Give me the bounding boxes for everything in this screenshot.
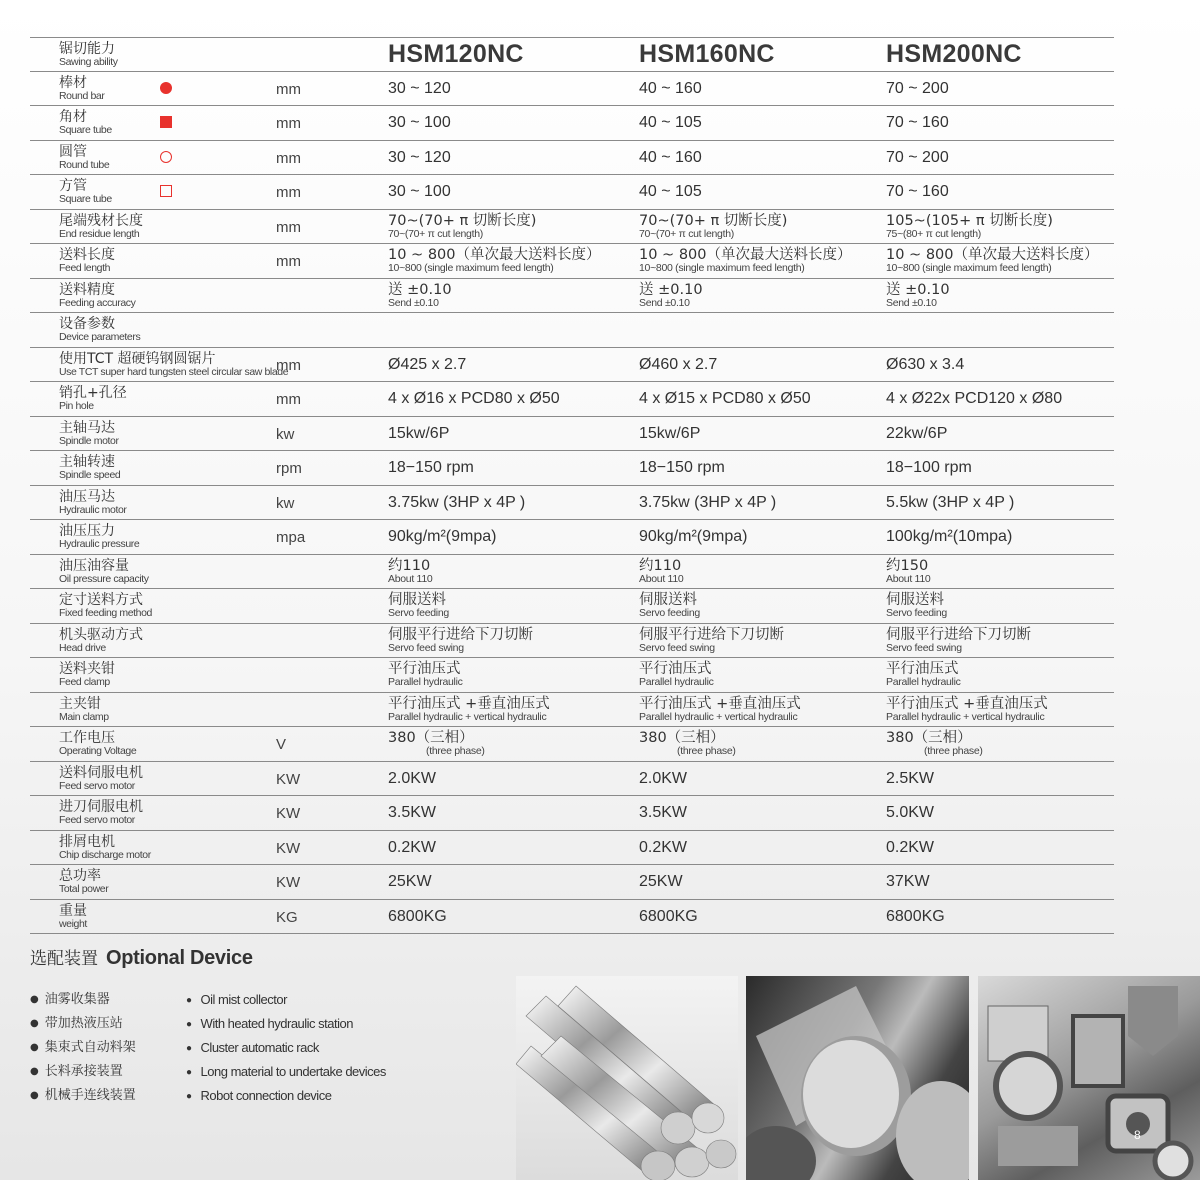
spec-value: Ø460 x 2.7 xyxy=(639,356,718,373)
spec-row xyxy=(30,589,1114,624)
row-label-zh: 使用TCT 超硬钨钢圆锯片 xyxy=(59,351,216,367)
row-label-zh: 送料长度 xyxy=(59,247,115,263)
spec-value xyxy=(886,693,1048,726)
row-label-zh: 主轴马达 xyxy=(59,420,115,436)
spec-value: 40 ~ 160 xyxy=(639,80,702,97)
row-label-zh: 送料伺服电机 xyxy=(59,765,143,781)
optional-title-en: Optional Device xyxy=(106,947,253,969)
spec-row xyxy=(30,244,1114,279)
spec-value xyxy=(639,624,784,657)
spec-value: 70 ~ 160 xyxy=(886,183,949,200)
row-label-en: Use TCT super hard tungsten steel circular saw blade xyxy=(59,366,289,378)
spec-value-sub: (three phase) xyxy=(924,745,983,757)
cut-cylinders-photo xyxy=(746,976,969,1180)
row-label xyxy=(59,109,112,136)
row-label-zh: 工作电压 xyxy=(59,730,115,746)
row-label-zh: 主轴转速 xyxy=(59,454,115,470)
model-name: HSM200NC xyxy=(886,40,1022,68)
optional-item: ● Long material to undertake devices xyxy=(186,1060,386,1084)
square-outline-icon xyxy=(160,185,172,197)
spec-row xyxy=(30,279,1114,313)
row-unit: mm xyxy=(276,115,301,132)
spec-value: 30 ~ 100 xyxy=(388,183,451,200)
spec-value-main: 70~(70+ π 切断长度) xyxy=(388,213,537,229)
spec-row xyxy=(30,693,1114,727)
optional-item: ● 油雾收集器 xyxy=(30,988,136,1012)
spec-value xyxy=(639,555,683,588)
row-label-en: Spindle motor xyxy=(59,435,119,447)
spec-value xyxy=(388,244,601,278)
spec-value-sub: About 110 xyxy=(886,573,931,585)
spec-value xyxy=(886,279,950,312)
row-label xyxy=(59,868,108,895)
spec-value: 37KW xyxy=(886,873,930,890)
row-unit: mm xyxy=(276,219,301,236)
row-label xyxy=(59,523,139,550)
spec-value xyxy=(886,589,947,623)
row-unit: rpm xyxy=(276,460,302,477)
spec-value xyxy=(886,727,983,761)
row-label xyxy=(59,178,112,205)
spec-value: 25KW xyxy=(388,873,432,890)
spec-row xyxy=(30,762,1114,796)
spec-value-main: 伺服平行进给下刀切断 xyxy=(886,627,1031,643)
spec-value xyxy=(886,210,1053,243)
row-unit: KW xyxy=(276,874,301,891)
row-label-en: Oil pressure capacity xyxy=(59,573,149,585)
spec-value: 90kg/m²(9mpa) xyxy=(639,528,748,545)
row-unit: mm xyxy=(276,391,301,408)
optional-device-title xyxy=(30,944,253,970)
spec-value-sub: Servo feeding xyxy=(886,607,947,619)
header-label xyxy=(59,41,118,68)
spec-value-main: 平行油压式 xyxy=(388,661,461,677)
spec-value: 15kw/6P xyxy=(639,425,701,442)
spec-value: 6800KG xyxy=(639,908,698,925)
row-label xyxy=(59,592,152,619)
spec-value: 15kw/6P xyxy=(388,425,450,442)
spec-value: 40 ~ 105 xyxy=(639,114,702,131)
row-label-en: Feeding accuracy xyxy=(59,297,136,309)
spec-value-main: 平行油压式 xyxy=(639,661,712,677)
spec-value: 30 ~ 120 xyxy=(388,149,451,166)
spec-value-sub: 70~(70+ π cut length) xyxy=(639,228,734,240)
spec-value-sub: 10~800 (single maximum feed length) xyxy=(388,262,554,274)
spec-value xyxy=(886,555,930,588)
spec-value: 5.0KW xyxy=(886,804,935,821)
row-label-en: Round tube xyxy=(59,159,110,171)
spec-value xyxy=(388,589,449,623)
spec-value-main: 送 ±0.10 xyxy=(388,282,452,298)
aluminum-profiles-photo xyxy=(978,976,1200,1180)
row-label xyxy=(59,351,288,378)
row-label-zh: 排屑电机 xyxy=(59,834,115,850)
spec-value-main: 380（三相） xyxy=(886,730,972,746)
row-label xyxy=(59,627,143,654)
spec-value: 6800KG xyxy=(886,908,945,925)
model-name: HSM120NC xyxy=(388,40,524,68)
row-label-zh: 油压压力 xyxy=(59,523,115,539)
row-unit: mm xyxy=(276,184,301,201)
row-label-en: Chip discharge motor xyxy=(59,849,151,861)
spec-value-main: 380（三相） xyxy=(388,730,474,746)
row-label xyxy=(59,799,143,826)
spec-row xyxy=(30,486,1114,520)
spec-value: 3.75kw (3HP x 4P ) xyxy=(639,494,777,511)
row-unit: mm xyxy=(276,253,301,270)
spec-value-sub: (three phase) xyxy=(677,745,736,757)
spec-row xyxy=(30,141,1114,175)
spec-row xyxy=(30,348,1114,382)
row-label-zh: 设备参数 xyxy=(59,316,115,332)
row-label-en: Round bar xyxy=(59,90,105,102)
spec-row xyxy=(30,624,1114,658)
spec-value: 18−150 rpm xyxy=(639,459,725,476)
spec-value: 4 x Ø22x PCD120 x Ø80 xyxy=(886,390,1063,407)
row-label-en: Square tube xyxy=(59,124,112,136)
row-label-en: Spindle speed xyxy=(59,469,121,481)
spec-value-main: 380（三相） xyxy=(639,730,725,746)
spec-value-main: 送 ±0.10 xyxy=(639,282,703,298)
spec-value: 70 ~ 200 xyxy=(886,80,949,97)
spec-value-sub: Send ±0.10 xyxy=(388,297,439,309)
spec-value-sub: 10~800 (single maximum feed length) xyxy=(639,262,805,274)
spec-value: 0.2KW xyxy=(388,839,437,856)
row-label-zh: 角材 xyxy=(59,109,87,125)
optional-title-zh: 选配装置 xyxy=(30,949,98,969)
spec-value xyxy=(639,589,700,623)
row-unit: mpa xyxy=(276,529,306,546)
spec-value-sub: 70~(70+ π cut length) xyxy=(388,228,483,240)
row-label-zh: 主夹钳 xyxy=(59,696,101,712)
spec-value xyxy=(639,210,787,243)
optional-item: ● Cluster automatic rack xyxy=(186,1036,386,1060)
spec-value-sub: Servo feeding xyxy=(388,607,449,619)
row-unit: KW xyxy=(276,771,301,788)
spec-value: 40 ~ 105 xyxy=(639,183,702,200)
spec-value-main: 10 ~ 800（单次最大送料长度） xyxy=(639,247,852,263)
spec-value: 90kg/m²(9mpa) xyxy=(388,528,497,545)
spec-row xyxy=(30,313,1114,348)
header-label-en: Sawing ability xyxy=(59,56,118,68)
row-label-en: Hydraulic motor xyxy=(59,504,127,516)
spec-value: 0.2KW xyxy=(639,839,688,856)
spec-value-main: 伺服送料 xyxy=(639,592,697,608)
spec-value: 6800KG xyxy=(388,908,447,925)
spec-value xyxy=(388,279,452,312)
model-name: HSM160NC xyxy=(639,40,775,68)
row-label-en: weight xyxy=(59,918,87,930)
row-label-zh: 定寸送料方式 xyxy=(59,592,143,608)
spec-row xyxy=(30,900,1114,934)
row-label-zh: 总功率 xyxy=(59,868,101,884)
spec-value-main: 10 ~ 800（单次最大送料长度） xyxy=(886,247,1099,263)
spec-value: 18−100 rpm xyxy=(886,459,972,476)
spec-value-sub: Parallel hydraulic + vertical hydraulic xyxy=(388,711,547,723)
row-label-en: Hydraulic pressure xyxy=(59,538,140,550)
spec-value xyxy=(639,727,736,761)
spec-value xyxy=(886,658,961,692)
row-label-zh: 重量 xyxy=(59,903,87,919)
spec-header-row xyxy=(30,38,1114,72)
spec-value-sub: Send ±0.10 xyxy=(639,297,690,309)
row-label-en: Square tube xyxy=(59,193,112,205)
spec-row xyxy=(30,417,1114,451)
spec-row xyxy=(30,831,1114,865)
spec-value-main: 10 ~ 800（单次最大送料长度） xyxy=(388,247,601,263)
row-label xyxy=(59,730,136,757)
spec-value: 18−150 rpm xyxy=(388,459,474,476)
row-unit: KW xyxy=(276,840,301,857)
optional-item: ● Oil mist collector xyxy=(186,988,386,1012)
spec-value-main: 平行油压式 +垂直油压式 xyxy=(639,696,801,712)
spec-value: 3.5KW xyxy=(388,804,437,821)
spec-row xyxy=(30,210,1114,244)
spec-value-main: 105~(105+ π 切断长度) xyxy=(886,213,1053,229)
row-label xyxy=(59,385,127,412)
row-label xyxy=(59,282,135,309)
spec-value xyxy=(388,210,536,243)
spec-value-main: 平行油压式 +垂直油压式 xyxy=(886,696,1048,712)
row-label-en: Main clamp xyxy=(59,711,109,723)
spec-value-sub: Parallel hydraulic xyxy=(388,676,463,688)
row-label xyxy=(59,765,143,792)
spec-value-sub: Servo feed swing xyxy=(886,642,962,654)
spec-value-main: 伺服平行进给下刀切断 xyxy=(388,627,533,643)
row-unit: KW xyxy=(276,805,301,822)
row-unit: kw xyxy=(276,495,295,512)
row-unit: mm xyxy=(276,357,301,374)
spec-value: 0.2KW xyxy=(886,839,935,856)
optional-item: ● With heated hydraulic station xyxy=(186,1012,386,1036)
spec-value-sub: (three phase) xyxy=(426,745,485,757)
spec-value-sub: About 110 xyxy=(388,573,433,585)
spec-value-main: 伺服平行进给下刀切断 xyxy=(639,627,784,643)
row-label xyxy=(59,661,115,688)
spec-value: 22kw/6P xyxy=(886,425,948,442)
spec-row xyxy=(30,72,1114,106)
row-label-zh: 送料夹钳 xyxy=(59,661,115,677)
spec-value-sub: 75~(80+ π cut length) xyxy=(886,228,981,240)
spec-value-sub: Parallel hydraulic xyxy=(639,676,714,688)
spec-value-main: 平行油压式 xyxy=(886,661,959,677)
row-unit: KG xyxy=(276,909,298,926)
row-label xyxy=(59,489,127,516)
row-label xyxy=(59,144,109,171)
spec-row xyxy=(30,106,1114,141)
spec-value-main: 约150 xyxy=(886,558,929,574)
row-label-en: Total power xyxy=(59,883,109,895)
spec-value: Ø630 x 3.4 xyxy=(886,356,965,373)
row-label-zh: 进刀伺服电机 xyxy=(59,799,143,815)
spec-value-main: 伺服送料 xyxy=(886,592,944,608)
spec-value: 5.5kw (3HP x 4P ) xyxy=(886,494,1015,511)
optional-item: ● 长料承接装置 xyxy=(30,1060,136,1084)
row-label-zh: 油压油容量 xyxy=(59,558,129,574)
spec-value xyxy=(639,279,703,312)
row-unit: mm xyxy=(276,81,301,98)
spec-value: 70 ~ 160 xyxy=(886,114,949,131)
spec-row xyxy=(30,520,1114,555)
row-unit: kw xyxy=(276,426,295,443)
optional-item: ● 带加热液压站 xyxy=(30,1012,136,1036)
steel-rods-photo xyxy=(516,976,738,1180)
spec-row xyxy=(30,865,1114,900)
spec-value-main: 约110 xyxy=(639,558,682,574)
row-label-en: Pin hole xyxy=(59,400,94,412)
spec-value-sub: Send ±0.10 xyxy=(886,297,937,309)
row-label xyxy=(59,316,140,343)
row-label-zh: 圆管 xyxy=(59,144,87,160)
optional-list-en xyxy=(186,988,386,1108)
square-filled-icon xyxy=(160,116,172,128)
spec-value xyxy=(388,624,533,657)
row-label xyxy=(59,247,115,274)
row-label-en: Feed length xyxy=(59,262,111,274)
row-label-en: Feed servo motor xyxy=(59,814,135,826)
spec-value: 4 x Ø15 x PCD80 x Ø50 xyxy=(639,390,811,407)
spec-value xyxy=(388,658,463,692)
spec-value xyxy=(639,658,714,692)
row-label xyxy=(59,213,143,240)
spec-value xyxy=(886,624,1031,657)
row-unit: mm xyxy=(276,150,301,167)
row-label-zh: 方管 xyxy=(59,178,87,194)
row-label xyxy=(59,903,87,930)
spec-value-main: 送 ±0.10 xyxy=(886,282,950,298)
spec-value-sub: Parallel hydraulic xyxy=(886,676,961,688)
spec-value-sub: Parallel hydraulic + vertical hydraulic xyxy=(639,711,798,723)
spec-value-main: 70~(70+ π 切断长度) xyxy=(639,213,788,229)
circle-outline-icon xyxy=(160,151,172,163)
optional-list-zh xyxy=(30,988,136,1108)
spec-value-main: 伺服送料 xyxy=(388,592,446,608)
spec-value: 30 ~ 100 xyxy=(388,114,451,131)
spec-value: 3.5KW xyxy=(639,804,688,821)
spec-value-main: 平行油压式 +垂直油压式 xyxy=(388,696,550,712)
row-label-en: End residue length xyxy=(59,228,140,240)
spec-value: 3.75kw (3HP x 4P ) xyxy=(388,494,526,511)
row-label-en: Operating Voltage xyxy=(59,745,137,757)
spec-value-sub: Servo feeding xyxy=(639,607,700,619)
row-label-en: Feed clamp xyxy=(59,676,110,688)
spec-value: 2.0KW xyxy=(639,770,688,787)
row-label-zh: 尾端残材长度 xyxy=(59,213,143,229)
row-label-zh: 机头驱动方式 xyxy=(59,627,143,643)
spec-value-sub: Parallel hydraulic + vertical hydraulic xyxy=(886,711,1045,723)
row-label xyxy=(59,558,149,585)
spec-value-sub: 10~800 (single maximum feed length) xyxy=(886,262,1052,274)
row-label-zh: 棒材 xyxy=(59,75,87,91)
spec-value-main: 约110 xyxy=(388,558,431,574)
row-label xyxy=(59,834,151,861)
spec-row xyxy=(30,796,1114,831)
spec-value-sub: Servo feed swing xyxy=(388,642,464,654)
spec-row xyxy=(30,175,1114,210)
spec-value: 4 x Ø16 x PCD80 x Ø50 xyxy=(388,390,560,407)
row-label xyxy=(59,454,120,481)
spec-value xyxy=(886,244,1099,278)
spec-value: 30 ~ 120 xyxy=(388,80,451,97)
spec-row xyxy=(30,555,1114,589)
optional-item: ● Robot connection device xyxy=(186,1084,386,1108)
spec-value xyxy=(388,727,485,761)
row-label-zh: 送料精度 xyxy=(59,282,115,298)
row-label xyxy=(59,75,104,102)
row-label xyxy=(59,420,119,447)
spec-value: 25KW xyxy=(639,873,683,890)
row-label-en: Fixed feeding method xyxy=(59,607,152,619)
spec-value-sub: Servo feed swing xyxy=(639,642,715,654)
header-label-zh: 锯切能力 xyxy=(59,41,115,57)
row-label xyxy=(59,696,109,723)
spec-value xyxy=(388,555,432,588)
spec-value: Ø425 x 2.7 xyxy=(388,356,467,373)
spec-row xyxy=(30,382,1114,417)
spec-value xyxy=(639,693,801,726)
spec-value: 100kg/m²(10mpa) xyxy=(886,528,1013,545)
row-label-en: Device parameters xyxy=(59,331,141,343)
row-label-en: Feed servo motor xyxy=(59,780,135,792)
row-label-zh: 销孔+孔径 xyxy=(59,385,127,401)
row-label-en: Head drive xyxy=(59,642,106,654)
spec-value: 40 ~ 160 xyxy=(639,149,702,166)
spec-value xyxy=(388,693,550,726)
circle-filled-icon xyxy=(160,82,172,94)
spec-table xyxy=(30,37,1114,934)
row-unit: V xyxy=(276,736,287,753)
spec-row xyxy=(30,727,1114,762)
optional-item: ● 集束式自动料架 xyxy=(30,1036,136,1060)
spec-value: 2.5KW xyxy=(886,770,935,787)
spec-value: 2.0KW xyxy=(388,770,437,787)
spec-value xyxy=(639,244,852,278)
spec-row xyxy=(30,658,1114,693)
page-number: 8 xyxy=(1134,1128,1141,1142)
optional-item: ● 机械手连线装置 xyxy=(30,1084,136,1108)
row-label-zh: 油压马达 xyxy=(59,489,115,505)
spec-row xyxy=(30,451,1114,486)
spec-value: 70 ~ 200 xyxy=(886,149,949,166)
spec-value-sub: About 110 xyxy=(639,573,684,585)
